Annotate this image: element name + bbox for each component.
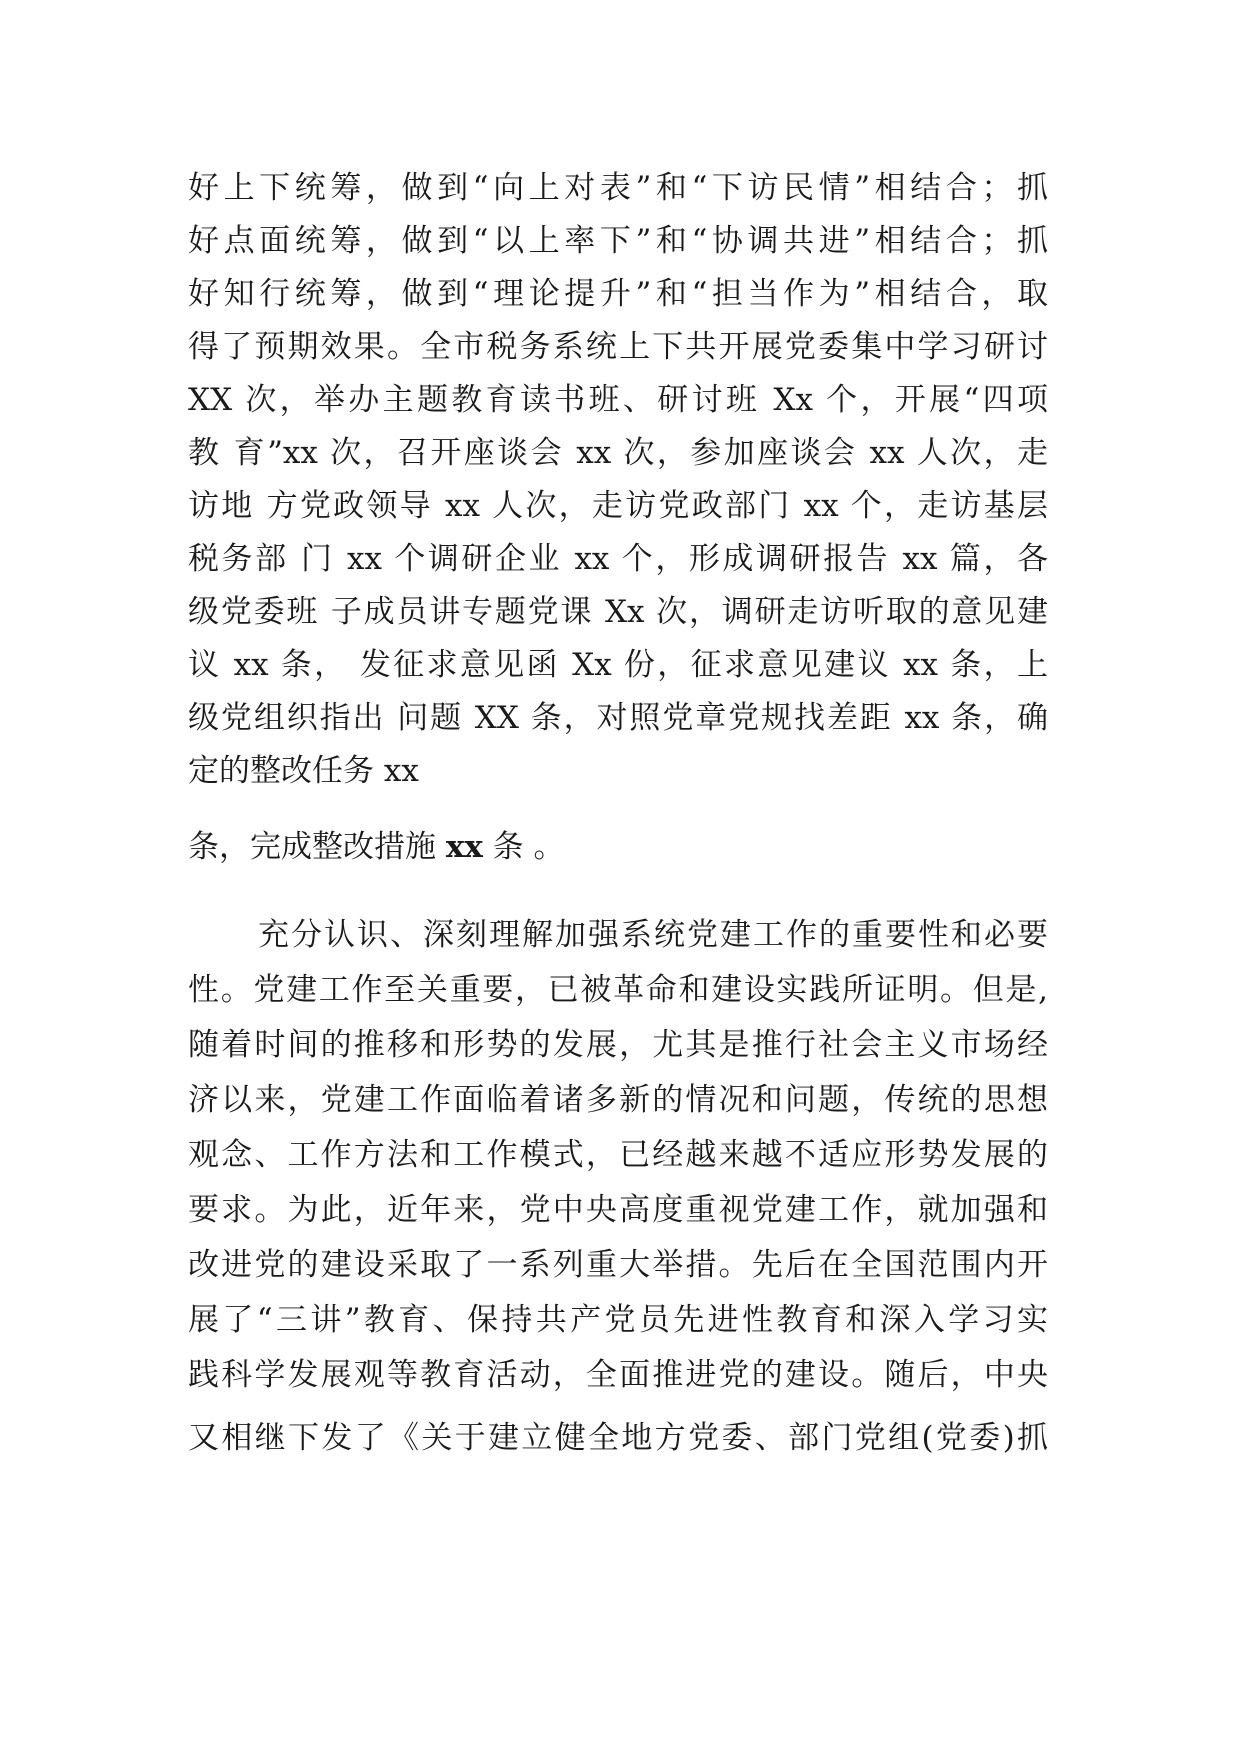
text-run: 条，完成整改措施 [188, 829, 446, 865]
text-line: 级党组织指出 问题 XX 条，对照党章党规找差距 xx 条，确 [188, 700, 1048, 736]
text-line: 改进党的建设采取了一系列重大举措。先后在全国范围内开 [188, 1247, 1048, 1283]
text-line: 税务部 门 xx 个调研企业 xx 个，形成调研报告 xx 篇，各 [188, 541, 1048, 577]
paragraph-first-line: 充分认识、深刻理解加强系统党建工作的重要性和必要 [258, 917, 1048, 953]
text-line: 展了“三讲”教育、保持共产党员先进性教育和深入学习实 [188, 1302, 1048, 1338]
text-line: XX 次，举办主题教育读书班、研讨班 Xx 个，开展“四项 [188, 382, 1048, 418]
text-line: 教 育”xx 次，召开座谈会 xx 次，参加座谈会 xx 人次，走 [188, 435, 1048, 471]
text-line: 好上下统筹，做到“向上对表”和“下访民情”相结合；抓 [188, 170, 1048, 206]
text-line: 要求。为此，近年来，党中央高度重视党建工作，就加强和 [188, 1192, 1048, 1228]
text-run: 条 。 [482, 829, 565, 865]
text-line [188, 827, 1048, 867]
text-line: 又相继下发了《关于建立健全地方党委、部门党组(党委)抓 [188, 1420, 1048, 1456]
text-line: 践科学发展观等教育活动，全面推进党的建设。随后，中央 [188, 1357, 1048, 1393]
text-line: 好点面统筹，做到“以上率下”和“协调共进”相结合；抓 [188, 223, 1048, 259]
text-line: 观念、工作方法和工作模式，已经越来越不适应形势发展的 [188, 1137, 1048, 1173]
bold-text-run: xx [445, 829, 483, 865]
text-line: 访地 方党政领导 xx 人次，走访党政部门 xx 个，走访基层 [188, 488, 1048, 524]
text-line: 济以来，党建工作面临着诸多新的情况和问题，传统的思想 [188, 1082, 1048, 1118]
text-line: 定的整改任务 xx [188, 753, 419, 789]
text-line: 议 xx 条， 发征求意见函 Xx 份，征求意见建议 xx 条，上 [188, 647, 1048, 683]
text-line: 好知行统筹，做到“理论提升”和“担当作为”相结合，取 [188, 276, 1048, 312]
text-line: 随着时间的推移和形势的发展，尤其是推行社会主义市场经 [188, 1027, 1048, 1063]
text-line: 得了预期效果。全市税务系统上下共开展党委集中学习研讨 [188, 329, 1048, 365]
text-line: 级党委班 子成员讲专题党课 Xx 次，调研走访听取的意见建 [188, 594, 1048, 630]
text-line: 性。党建工作至关重要，已被革命和建设实践所证明。但是, [188, 972, 1048, 1008]
